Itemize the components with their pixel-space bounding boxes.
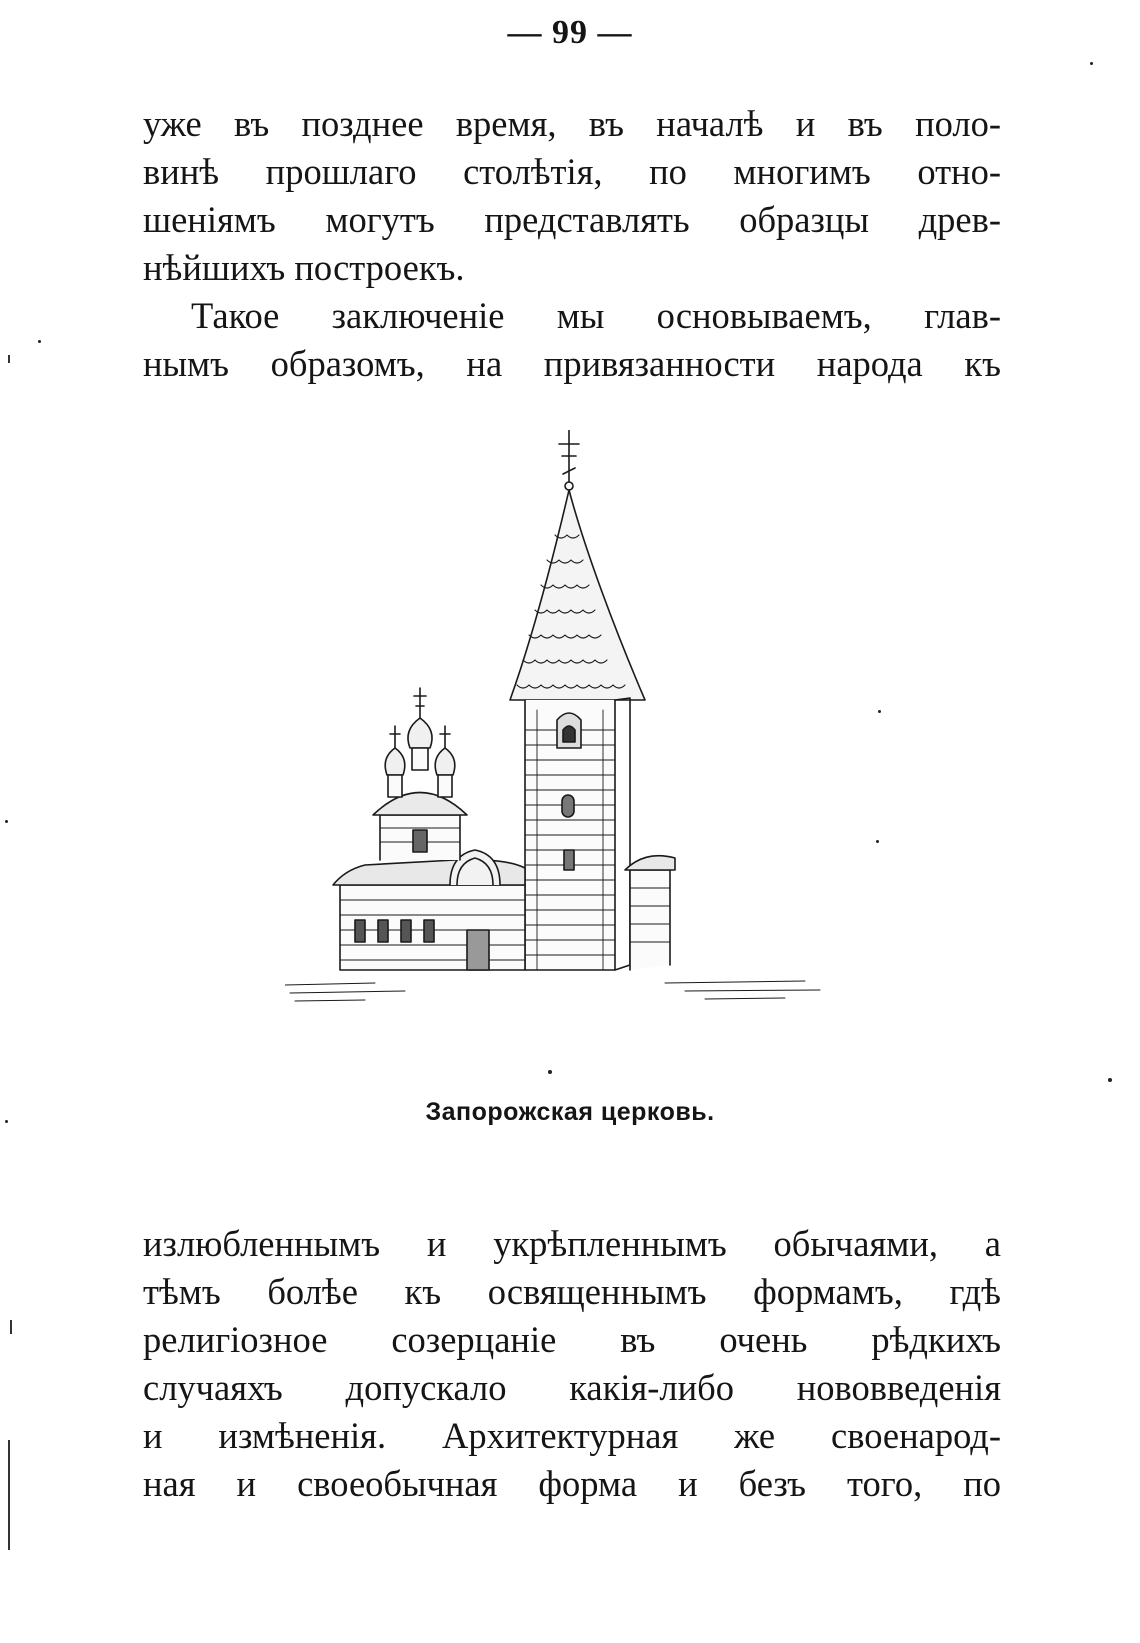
domes (385, 688, 455, 797)
text-line: религіозное созерцаніе въ очень рѣдкихъ (143, 1319, 1001, 1360)
scan-speck (876, 840, 879, 843)
scan-speck (878, 710, 881, 713)
figure-caption: Запорожская церковь. (425, 1098, 715, 1126)
scan-edge-mark (10, 1320, 12, 1334)
scan-speck (5, 1120, 8, 1123)
paragraph-1 (143, 100, 1001, 292)
tower-body (525, 698, 630, 970)
paragraph-2 (143, 292, 1001, 388)
church-right-annex (625, 856, 675, 970)
text-line: и измѣненія. Архитектурная же своенарод- (143, 1415, 1001, 1456)
scan-speck (38, 340, 41, 343)
page-number: — 99 — (507, 14, 633, 51)
text-line: нѣйшихъ построекъ. (143, 247, 465, 288)
scan-speck (5, 820, 8, 823)
text-line: нымъ образомъ, на привязанности народа къ (143, 343, 1001, 384)
church-drawing (285, 430, 845, 1070)
text-line: случаяхъ допускало какія-либо нововведенія (143, 1367, 1001, 1408)
tower-cross (559, 430, 579, 490)
church-drum (373, 793, 467, 861)
text-line: шеніямъ могутъ представлять образцы древ- (143, 199, 1001, 240)
paragraph-3 (143, 1220, 1001, 1508)
text-line: тѣмъ болѣе къ освященнымъ формамъ, гдѣ (143, 1271, 1001, 1312)
text-line: уже въ позднее время, въ началѣ и въ поло- (143, 103, 1001, 144)
scan-edge-mark (8, 355, 10, 363)
church-illustration (285, 430, 845, 1070)
text-line: Такое заключеніе мы основываемъ, глав- (191, 295, 1001, 336)
scan-speck (548, 1070, 552, 1074)
text-line: излюбленнымъ и укрѣпленнымъ обычаями, а (143, 1223, 1001, 1264)
scan-edge-mark (8, 1440, 10, 1550)
text-line: ная и своеобычная форма и безъ того, по (143, 1463, 1001, 1504)
ground-lines (285, 981, 820, 1001)
tower-spire (510, 490, 645, 700)
scan-speck (1108, 1078, 1112, 1082)
scan-speck (1090, 62, 1093, 65)
text-line: винѣ прошлаго столѣтія, по многимъ отно- (143, 151, 1001, 192)
